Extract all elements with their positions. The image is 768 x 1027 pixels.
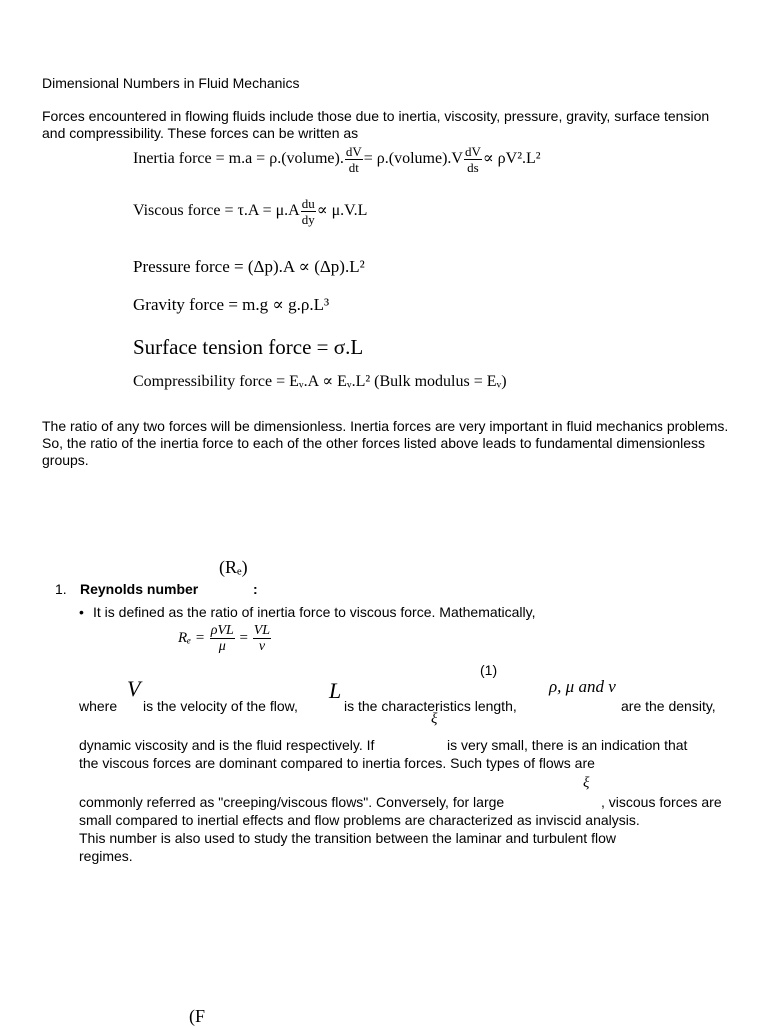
reynolds-text-2a: dynamic viscosity and is the fluid respectively. If (79, 737, 375, 753)
list-number: 1. (55, 581, 67, 597)
length-symbol: L (329, 678, 342, 703)
equation-number: (1) (480, 662, 498, 678)
reynolds-text-2b: is very small, there is an indication that (447, 737, 688, 753)
reynolds-text-4b: , viscous forces are (601, 794, 722, 810)
ratio-paragraph: The ratio of any two forces will be dimensionless. Inertia forces are very important in fluid mechanics problems. So, the ratio of the inertia force to each of the other forces listed above leads to fundamental dimensionless groups. (42, 418, 729, 468)
xi-symbol-1: ξ (431, 711, 438, 727)
reynolds-heading: Reynolds number (80, 581, 199, 597)
where-text: where (79, 698, 118, 714)
surface-tension-equation: Surface tension force = σ.L (133, 335, 364, 359)
velocity-description: is the velocity of the flow, (143, 698, 298, 714)
bullet-icon: • (79, 604, 84, 620)
reynolds-symbol: (Rₑ) (219, 557, 248, 577)
next-number-symbol: (F (189, 1006, 206, 1026)
compressibility-force-equation: Compressibility force = Eᵥ.A ∝ Eᵥ.L² (Bulk modulus = Eᵥ) (133, 373, 507, 390)
length-description: is the characteristics length, (344, 698, 517, 714)
xi-symbol-2: ξ (583, 775, 590, 791)
reynolds-text-3: the viscous forces are dominant compared to inertia forces. Such types of flows are (79, 755, 595, 771)
viscous-force-equation: Viscous force = τ.A = μ.A $\frac{du}{dy}$ ∝ μ.V.L (133, 196, 368, 227)
page-title: Dimensional Numbers in Fluid Mechanics (42, 75, 300, 91)
reynolds-equation: Rₑ = $\frac{\text{ρVL}}{\mu}$ = $\frac{VL}{\nu}$ (178, 623, 271, 654)
density-description: are the density, (621, 698, 716, 714)
reynolds-text-6: This number is also used to study the transition between the laminar and turbulent flow (79, 830, 616, 846)
pressure-force-equation: Pressure force = (Δp).A ∝ (Δp).L² (133, 257, 365, 276)
velocity-symbol: V (127, 676, 141, 701)
density-symbols: ρ, μ and ν (549, 677, 616, 696)
reynolds-text-4a: commonly referred as "creeping/viscous flows". Conversely, for large (79, 794, 505, 810)
reynolds-definition: It is defined as the ratio of inertia force to viscous force. Mathematically, (93, 604, 536, 620)
reynolds-text-7: regimes. (79, 848, 133, 864)
gravity-force-equation: Gravity force = m.g ∝ g.ρ.L³ (133, 295, 330, 314)
reynolds-text-5: small compared to inertial effects and flow problems are characterized as inviscid analysis. (79, 812, 640, 828)
heading-colon: : (253, 581, 258, 597)
intro-paragraph: Forces encountered in flowing fluids include those due to inertia, viscosity, pressure, gravity, surface tension and compressibility. These forces can be written as (42, 108, 710, 141)
inertia-force-equation: Inertia force = m.a = ρ.(volume). $\frac{dV}{dt}$ = ρ.(volume).V $\frac{dV}{ds}$ ∝ ρV².L² (133, 144, 541, 175)
